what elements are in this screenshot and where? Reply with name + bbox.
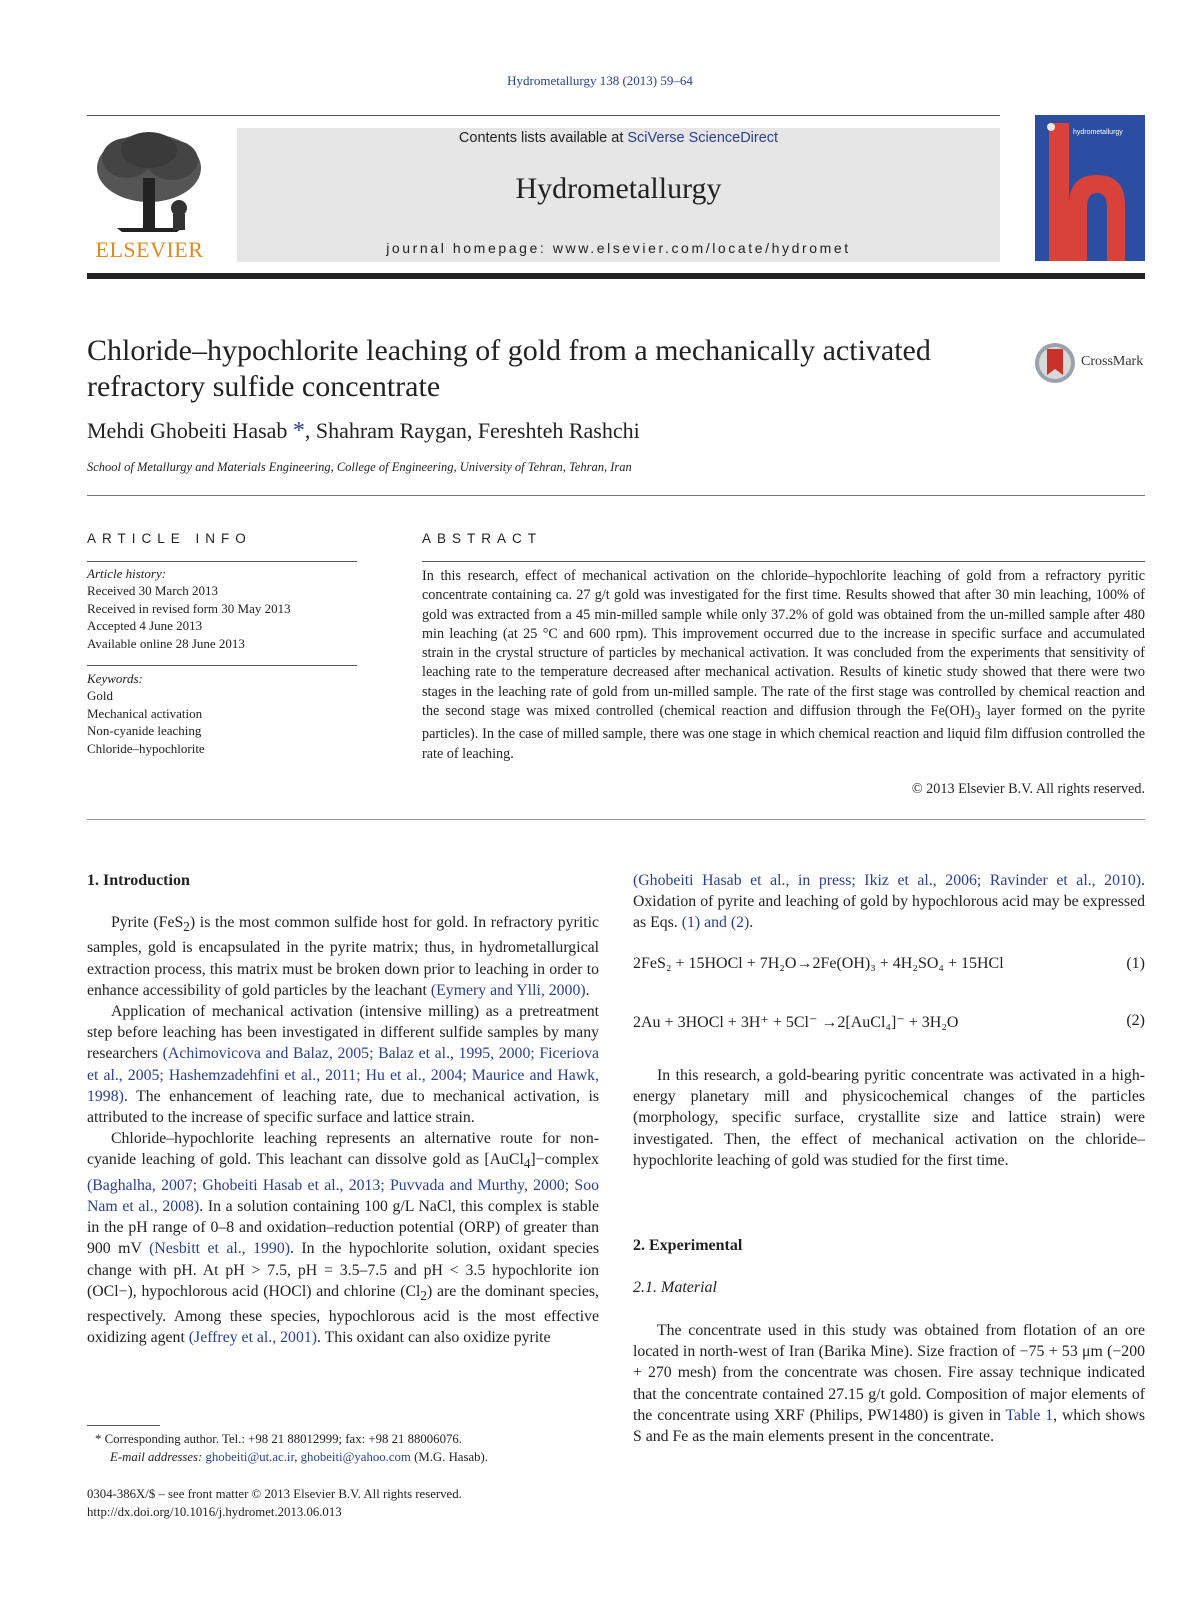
keyword: Chloride–hypochlorite bbox=[87, 740, 205, 756]
footnote-rule bbox=[87, 1425, 160, 1426]
footnote-text: Corresponding author. Tel.: +98 21 88012999; fax: +98 21 88006076. bbox=[101, 1432, 462, 1446]
text: −complex bbox=[535, 1151, 599, 1169]
intro-body bbox=[87, 912, 599, 1349]
journal-cover[interactable] bbox=[1035, 115, 1145, 261]
affiliation: School of Metallurgy and Materials Engineering, College of Engineering, University of Tehran, Tehran, Iran bbox=[87, 460, 632, 474]
article-history bbox=[87, 565, 357, 652]
equation-1-number: (1) bbox=[1126, 955, 1145, 972]
keywords-block bbox=[87, 670, 357, 757]
crossmark-label: CrossMark bbox=[1081, 354, 1144, 369]
online-date: Available online 28 June 2013 bbox=[87, 635, 245, 651]
crossmark-icon bbox=[1033, 341, 1077, 385]
header-thick-rule bbox=[87, 273, 1145, 279]
abstract-part: layer formed on the pyrite particles). In the case of milled sample, there was one stage in which chemical reaction and liquid film diffusion controlled the rate of leaching. bbox=[422, 703, 1146, 762]
cover-label: hydrometallurgy bbox=[1073, 129, 1123, 136]
article-title: Chloride–hypochlorite leaching of gold from a mechanically activated refractory sulfide concentrate bbox=[87, 334, 931, 403]
section-heading-experimental: 2. Experimental bbox=[633, 1237, 743, 1254]
text: , which shows S and Fe as the main elements present in the concentrate. bbox=[633, 1406, 1145, 1446]
equation-link[interactable]: (1) and (2) bbox=[681, 914, 750, 932]
text: ) is the most common sulfide host for gold. In refractory pyritic samples, gold is encapsulated in the pyrite matrix; thus, in hydrometallurgical extraction process, this matrix must be broken down prior to leaching in order to enhance accessibility of gold particles by the leachant bbox=[87, 914, 600, 999]
abstract-text bbox=[422, 567, 1145, 764]
author-others: , Shahram Raygan, Fereshteh Rashchi bbox=[304, 418, 640, 443]
equation-1: 2FeS₂ + 15HOCl + 7H₂O→2Fe(OH)₃ + 4H₂SO₄ + 15HCl bbox=[633, 955, 1004, 972]
keywords-label: Keywords: bbox=[87, 671, 143, 686]
research-paragraph bbox=[633, 1065, 1145, 1171]
paragraph: In this research, a gold-bearing pyritic concentrate was activated in a high-energy planetary mill and physicochemical changes of the particles (morphology, specific surface, crystallite size and lattice strain) were investigated. Then, the effect of mechanical activation on the chloride–hypochlorite leaching of gold was studied for the first time. bbox=[633, 1067, 1145, 1169]
text: . This oxidant can also oxidize pyrite bbox=[317, 1329, 551, 1347]
text: Pyrite (FeS bbox=[111, 914, 184, 931]
subsection-heading-material: 2.1. Material bbox=[633, 1279, 717, 1296]
footnote-star: * bbox=[95, 1432, 102, 1446]
journal-citation[interactable]: Hydrometallurgy 138 (2013) 59–64 bbox=[507, 73, 693, 88]
cover-graphic bbox=[1035, 115, 1145, 261]
contents-prefix: Contents lists available at bbox=[458, 130, 628, 146]
revised-date: Received in revised form 30 May 2013 bbox=[87, 600, 291, 616]
crossmark-badge[interactable] bbox=[1033, 341, 1153, 385]
citation-link[interactable]: (Ghobeiti Hasab et al., in press; Ikiz et al., 2006; Ravinder et al., 2010) bbox=[633, 872, 1142, 889]
right-column-continuation bbox=[633, 870, 1145, 934]
corresponding-author-star[interactable]: * bbox=[292, 418, 305, 444]
citation-link[interactable]: (Nesbitt et al., 1990) bbox=[149, 1240, 290, 1258]
article-info-rule bbox=[87, 561, 357, 562]
abstract-rule bbox=[422, 561, 1145, 562]
keyword: Non-cyanide leaching bbox=[87, 723, 202, 739]
section-heading-introduction: 1. Introduction bbox=[87, 872, 190, 889]
journal-name: Hydrometallurgy bbox=[515, 172, 722, 205]
journal-homepage[interactable]: journal homepage: www.elsevier.com/locate/hydromet bbox=[386, 240, 851, 256]
journal-banner bbox=[237, 128, 1000, 262]
sciencedirect-link[interactable]: SciVerse ScienceDirect bbox=[627, 130, 779, 146]
text: ] bbox=[530, 1151, 536, 1169]
doi-link[interactable]: http://dx.doi.org/10.1016/j.hydromet.2013.06.013 bbox=[87, 1505, 342, 1519]
article-info-heading: ARTICLE INFO bbox=[87, 531, 252, 546]
text: . In a solution containing 100 g/L NaCl, this complex is stable in the pH range of 0–8 and oxidation–reduction potential (ORP) of greater than 900 mV bbox=[87, 1197, 600, 1258]
abstract-heading: ABSTRACT bbox=[422, 531, 543, 546]
text: . The enhancement of leaching rate, due to mechanical activation, is attributed to the increase of specific surface and lattice strain. bbox=[87, 1087, 599, 1126]
text: Chloride–hypochlorite leaching represents an alternative route for non-cyanide leaching of gold. This leachant can dissolve gold as [AuCl bbox=[87, 1130, 599, 1169]
intro-paragraph bbox=[87, 1001, 599, 1128]
title-rule bbox=[87, 495, 1145, 496]
equation-2: 2Au + 3HOCl + 3H⁺ + 5Cl⁻ →2[AuCl₄]⁻ + 3H₂O bbox=[633, 1014, 959, 1031]
footnote-corresponding bbox=[95, 1431, 615, 1448]
abstract-subscript: 3 bbox=[974, 707, 981, 722]
email-link[interactable]: ghobeiti@yahoo.com bbox=[300, 1450, 411, 1464]
issn-line: 0304-386X/$ – see front matter © 2013 Elsevier B.V. All rights reserved. bbox=[87, 1487, 462, 1501]
keywords-rule bbox=[87, 665, 357, 666]
citation-link[interactable]: (Achimovicova and Balaz, 2005; Balaz et al., 1995, 2000; Ficeriova et al., 2005; Hashemzadehfini et al., 2011; Hu et al., 2004; Maurice and Hawk, 1998) bbox=[87, 1045, 600, 1105]
intro-paragraph bbox=[87, 1128, 599, 1348]
abstract-part: In this research, effect of mechanical activation on the chloride–hypochlorite leaching of gold from a refractory pyritic concentrate containing ca. 27 g/t gold was investigated for the first time. Results showed that after 30 min leaching, 100% of gold was extracted from a 45 min-milled sample while only 37.2% of gold was obtained from the un-milled sample after 480 min leaching (at 25 °C and 600 rpm). This improvement occurred due to the increase in specific surface and accumulated strain in the crystal structure of particles by mechanical activation. It was concluded from the experiments that sensitivity of leaching rate to the temperature decreased after mechanical activation. Results of kinetic study showed that there were two stages in the leaching rate of gold from un-milled sample. The rate of the first stage was controlled by chemical reaction and the second stage was mixed controlled (chemical reaction and diffusion through the Fe(OH) bbox=[422, 568, 1145, 720]
table-link[interactable]: Table 1 bbox=[1005, 1406, 1054, 1424]
elsevier-wordmark: ELSEVIER bbox=[95, 237, 204, 262]
subscript: 4 bbox=[523, 1156, 531, 1172]
keyword: Mechanical activation bbox=[87, 705, 203, 721]
email-label: E-mail addresses: bbox=[110, 1450, 206, 1464]
history-label: Article history: bbox=[87, 566, 167, 581]
author-first: Mehdi Ghobeiti Hasab bbox=[87, 418, 288, 443]
received-date: Received 30 March 2013 bbox=[87, 583, 219, 599]
text: . bbox=[749, 914, 754, 932]
material-paragraph bbox=[633, 1320, 1145, 1447]
subscript: 2 bbox=[183, 919, 190, 935]
email-link[interactable]: ghobeiti@ut.ac.ir bbox=[205, 1450, 295, 1464]
intro-paragraph bbox=[87, 912, 599, 1001]
text: Application of mechanical activation (intensive milling) as a pretreatment step before leaching has been investigated in different sulfide samples by many researchers bbox=[87, 1002, 599, 1063]
accepted-date: Accepted 4 June 2013 bbox=[87, 618, 203, 634]
citation-link[interactable]: (Jeffrey et al., 2001) bbox=[188, 1329, 318, 1347]
paragraph bbox=[633, 1320, 1145, 1447]
contents-line bbox=[237, 128, 1000, 146]
text: The concentrate used in this study was obtained from flotation of an ore located in north-west of Iran (Barika Mine). Size fraction of −75 + 53 μm (−200 + 270 mesh) from the concentrate was chosen. Fire assay technique indicated that the concentrate contained 27.15 g/t gold. Composition of major elements of the concentrate using XRF (Philips, PW1480) is given in bbox=[633, 1322, 1145, 1424]
abstract-bottom-rule bbox=[87, 819, 1145, 820]
header-rule bbox=[87, 115, 1000, 116]
footnote-emails bbox=[110, 1449, 630, 1466]
abstract-copyright: © 2013 Elsevier B.V. All rights reserved. bbox=[911, 781, 1145, 797]
subscript: 2 bbox=[420, 1287, 427, 1303]
citation-link[interactable]: (Baghalha, 2007; Ghobeiti Hasab et al., 2013; Puvvada and Murthy, 2000; Soo Nam et al., 2008) bbox=[87, 1176, 599, 1215]
text: . bbox=[585, 981, 590, 999]
elsevier-logo[interactable] bbox=[87, 128, 212, 263]
keyword: Gold bbox=[87, 688, 113, 704]
equation-2-number: (2) bbox=[1126, 1012, 1145, 1029]
text: (M.G. Hasab). bbox=[410, 1450, 489, 1464]
text: . In the hypochlorite solution, oxidant species change with pH. At pH > 7.5, pH = 3.5–7.5 and pH < 3.5 hypochlorite ion (OCl−), hypochlorous acid (HOCl) and chlorine (Cl bbox=[87, 1240, 599, 1300]
text: ) are the dominant species, respectively. Among these species, hypochlorous acid is the most effective oxidizing agent bbox=[87, 1282, 599, 1347]
text: , bbox=[294, 1450, 301, 1464]
tree-icon bbox=[87, 128, 212, 236]
author-list bbox=[87, 418, 640, 445]
text: . Oxidation of pyrite and leaching of gold by hypochlorous acid may be expressed as Eqs. bbox=[633, 872, 1145, 932]
citation-link[interactable]: (Eymery and Ylli, 2000) bbox=[430, 981, 586, 999]
